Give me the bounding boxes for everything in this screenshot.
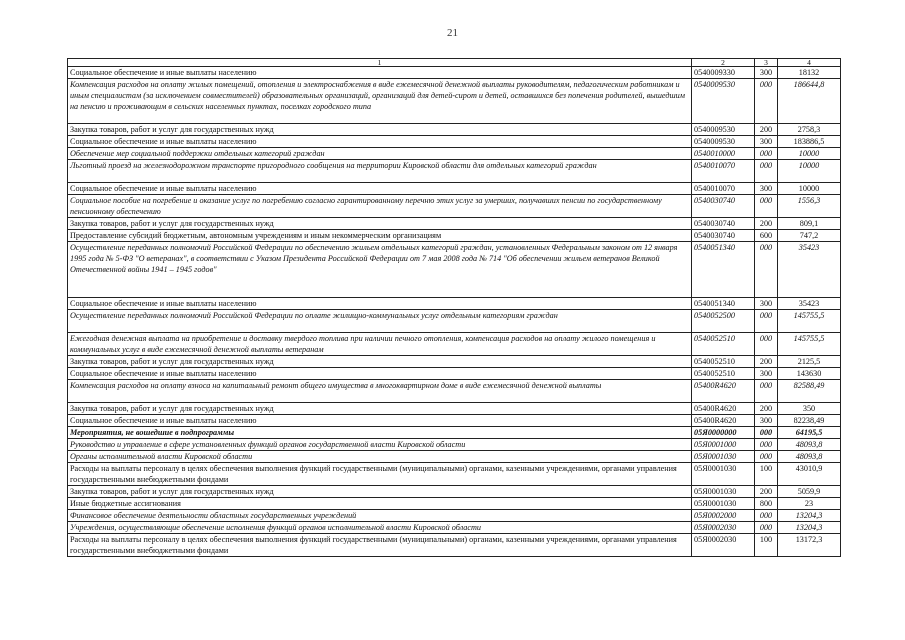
row-expense-type: 000 [755, 310, 778, 333]
row-sum: 10000 [778, 148, 841, 160]
row-expense-type: 300 [755, 183, 778, 195]
row-name: Компенсация расходов на оплату жилых помещений, отопления и электроснабжения в виде ежемесячной денежной выплаты руководителям, педагогическим работникам и иным специалистам (за исключением совместителей) образовательных организаций, организаций для детей-сирот и детей, оставшихся без попечения родителей, вышедшим на пенсию и проживающим в сельских населенных пунктах, поселках городского типа [68, 79, 692, 124]
row-code: 05400R4620 [692, 415, 755, 427]
table-row [68, 310, 841, 333]
row-name: Осуществление переданных полномочий Российской Федерации по оплате жилищно-коммунальных услуг отдельным категориям граждан [68, 310, 692, 333]
row-code: 05Я0001030 [692, 486, 755, 498]
table-row [68, 183, 841, 195]
row-expense-type: 300 [755, 298, 778, 310]
table-row [68, 298, 841, 310]
row-name: Социальное обеспечение и иные выплаты населению [68, 298, 692, 310]
row-code: 0540030740 [692, 218, 755, 230]
row-code: 05400R4620 [692, 380, 755, 403]
row-sum: 10000 [778, 160, 841, 183]
row-name: Социальное обеспечение и иные выплаты населению [68, 368, 692, 380]
row-code: 0540010000 [692, 148, 755, 160]
row-sum: 1556,3 [778, 195, 841, 218]
table-row [68, 242, 841, 298]
row-name: Социальное пособие на погребение и оказание услуг по погребению согласно гарантированному перечню этих услуг за умерших, получавших пенсии по государственному пенсионному обеспечению [68, 195, 692, 218]
row-name: Ежегодная денежная выплата на приобретение и доставку твердого топлива при наличии печного отопления, компенсация расходов на оплату жилого помещения и коммунальных услуг в виде ежемесячной денежной выплаты ветеранам [68, 333, 692, 356]
row-name: Закупка товаров, работ и услуг для государственных нужд [68, 124, 692, 136]
table-row [68, 439, 841, 451]
row-name: Расходы на выплаты персоналу в целях обеспечения выполнения функций государственными (муниципальными) органами, казенными учреждениями, органами управления государственными внебюджетными фондами [68, 534, 692, 557]
row-name: Органы исполнительной власти Кировской области [68, 451, 692, 463]
row-sum: 13204,3 [778, 510, 841, 522]
table-row [68, 380, 841, 403]
row-code: 0540010070 [692, 160, 755, 183]
table-row [68, 67, 841, 79]
row-sum: 13172,3 [778, 534, 841, 557]
row-code: 0540010070 [692, 183, 755, 195]
row-name: Социальное обеспечение и иные выплаты населению [68, 67, 692, 79]
row-sum: 143630 [778, 368, 841, 380]
budget-table [67, 58, 841, 557]
row-code: 0540051340 [692, 242, 755, 298]
row-name: Социальное обеспечение и иные выплаты населению [68, 183, 692, 195]
row-expense-type: 200 [755, 356, 778, 368]
row-name: Закупка товаров, работ и услуг для государственных нужд [68, 486, 692, 498]
table-row [68, 498, 841, 510]
row-code: 05400R4620 [692, 403, 755, 415]
row-sum: 145755,5 [778, 310, 841, 333]
row-expense-type: 600 [755, 230, 778, 242]
row-expense-type: 300 [755, 67, 778, 79]
row-expense-type: 000 [755, 79, 778, 124]
row-code: 05Я0002000 [692, 510, 755, 522]
row-expense-type: 200 [755, 218, 778, 230]
row-name: Компенсация расходов на оплату взноса на капитальный ремонт общего имущества в многоквартирном доме в виде ежемесячной денежной выплаты [68, 380, 692, 403]
row-expense-type: 300 [755, 136, 778, 148]
row-code: 0540051340 [692, 298, 755, 310]
row-expense-type: 000 [755, 522, 778, 534]
row-sum: 64195,5 [778, 427, 841, 439]
table-row [68, 230, 841, 242]
table-row [68, 136, 841, 148]
row-expense-type: 000 [755, 333, 778, 356]
table-row [68, 160, 841, 183]
col-header-sum: 4 [778, 59, 841, 67]
row-sum: 809,1 [778, 218, 841, 230]
table-row [68, 463, 841, 486]
row-code: 05Я0002030 [692, 522, 755, 534]
row-name: Учреждения, осуществляющие обеспечение исполнения функций органов исполнительной власти Кировской области [68, 522, 692, 534]
row-expense-type: 000 [755, 148, 778, 160]
row-name: Социальное обеспечение и иные выплаты населению [68, 136, 692, 148]
row-name: Финансовое обеспечение деятельности областных государственных учреждений [68, 510, 692, 522]
row-sum: 35423 [778, 242, 841, 298]
row-name: Иные бюджетные ассигнования [68, 498, 692, 510]
row-expense-type: 200 [755, 486, 778, 498]
row-sum: 747,2 [778, 230, 841, 242]
row-code: 0540009330 [692, 67, 755, 79]
table-body [68, 67, 841, 557]
table-row [68, 124, 841, 136]
row-name: Руководство и управление в сфере установленных функций органов государственной власти Кировской области [68, 439, 692, 451]
table-row [68, 415, 841, 427]
row-code: 0540052510 [692, 333, 755, 356]
table-row [68, 451, 841, 463]
row-code: 05Я0001030 [692, 463, 755, 486]
row-expense-type: 000 [755, 427, 778, 439]
col-header-name: 1 [68, 59, 692, 67]
row-code: 0540009530 [692, 79, 755, 124]
row-name: Мероприятия, не вошедшие в подпрограммы [68, 427, 692, 439]
row-sum: 18132 [778, 67, 841, 79]
row-code: 05Я0000000 [692, 427, 755, 439]
table-row [68, 427, 841, 439]
row-expense-type: 000 [755, 439, 778, 451]
row-name: Закупка товаров, работ и услуг для государственных нужд [68, 218, 692, 230]
row-code: 05Я0001030 [692, 451, 755, 463]
row-sum: 2758,3 [778, 124, 841, 136]
row-expense-type: 000 [755, 510, 778, 522]
row-code: 0540052510 [692, 368, 755, 380]
row-sum: 13204,3 [778, 522, 841, 534]
table-row [68, 510, 841, 522]
row-name: Закупка товаров, работ и услуг для государственных нужд [68, 403, 692, 415]
col-header-code: 2 [692, 59, 755, 67]
row-sum: 186644,8 [778, 79, 841, 124]
row-code: 05Я0002030 [692, 534, 755, 557]
row-name: Социальное обеспечение и иные выплаты населению [68, 415, 692, 427]
row-sum: 23 [778, 498, 841, 510]
row-sum: 183886,5 [778, 136, 841, 148]
page-number: 21 [447, 27, 458, 39]
row-sum: 48093,8 [778, 439, 841, 451]
row-sum: 48093,8 [778, 451, 841, 463]
row-code: 0540052510 [692, 356, 755, 368]
row-sum: 2125,5 [778, 356, 841, 368]
table-row [68, 356, 841, 368]
row-code: 0540009530 [692, 124, 755, 136]
row-sum: 5059,9 [778, 486, 841, 498]
row-code: 0540052500 [692, 310, 755, 333]
row-sum: 145755,5 [778, 333, 841, 356]
table-row [68, 534, 841, 557]
col-header-type: 3 [755, 59, 778, 67]
row-sum: 10000 [778, 183, 841, 195]
table-row [68, 368, 841, 380]
table-row [68, 522, 841, 534]
row-expense-type: 300 [755, 368, 778, 380]
row-expense-type: 300 [755, 415, 778, 427]
row-sum: 82238,49 [778, 415, 841, 427]
row-code: 0540009530 [692, 136, 755, 148]
row-name: Расходы на выплаты персоналу в целях обеспечения выполнения функций государственными (муниципальными) органами, казенными учреждениями, органами управления государственными внебюджетными фондами [68, 463, 692, 486]
row-name: Закупка товаров, работ и услуг для государственных нужд [68, 356, 692, 368]
row-expense-type: 000 [755, 242, 778, 298]
row-sum: 82588,49 [778, 380, 841, 403]
row-name: Льготный проезд на железнодорожном транспорте пригородного сообщения на территории Кировской области для отдельных категорий граждан [68, 160, 692, 183]
row-name: Осуществление переданных полномочий Российской Федерации по обеспечению жильем отдельных категорий граждан, установленных Федеральным законом от 12 января 1995 года № 5-ФЗ "О ветеранах", в соответствии с Указом Президента Российской Федерации от 7 мая 2008 года № 714 "Об обеспечении жильем ветеранов Великой Отечественной войны 1941 – 1945 годов" [68, 242, 692, 298]
table-row [68, 195, 841, 218]
row-code: 0540030740 [692, 195, 755, 218]
table-row [68, 218, 841, 230]
row-code: 0540030740 [692, 230, 755, 242]
row-expense-type: 000 [755, 160, 778, 183]
header-row [68, 59, 841, 67]
row-name: Предоставление субсидий бюджетным, автономным учреждениям и иным некоммерческим организациям [68, 230, 692, 242]
row-code: 05Я0001000 [692, 439, 755, 451]
row-sum: 350 [778, 403, 841, 415]
row-expense-type: 000 [755, 451, 778, 463]
table-row [68, 79, 841, 124]
row-sum: 43010,9 [778, 463, 841, 486]
table-row [68, 333, 841, 356]
table-row [68, 486, 841, 498]
row-expense-type: 100 [755, 534, 778, 557]
row-sum: 35423 [778, 298, 841, 310]
row-expense-type: 000 [755, 195, 778, 218]
table-row [68, 148, 841, 160]
row-expense-type: 200 [755, 124, 778, 136]
row-name: Обеспечение мер социальной поддержки отдельных категорий граждан [68, 148, 692, 160]
row-expense-type: 100 [755, 463, 778, 486]
row-expense-type: 200 [755, 403, 778, 415]
row-code: 05Я0001030 [692, 498, 755, 510]
row-expense-type: 800 [755, 498, 778, 510]
row-expense-type: 000 [755, 380, 778, 403]
table-row [68, 403, 841, 415]
